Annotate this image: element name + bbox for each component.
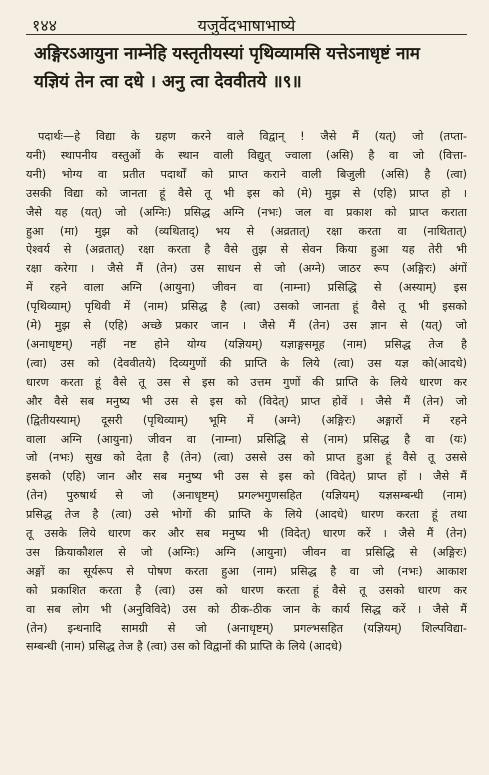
commentary-line: को प्रकाशित करता है (त्वा) उस को धारण करता हूं वैसे तू उसको धारण कर: [26, 583, 467, 597]
commentary-line: उस क्रियाकौशल से जो (अग्निः) अग्नि (आयुना) जीवन वा प्रसिद्धि से (अङ्गिरः): [26, 545, 467, 559]
commentary-line: तू उसके लिये धारण कर और सब मनुष्य भी (विदेत्) धारण करें । जैसे मैं (तेन): [26, 527, 467, 541]
mantra-line-1: अङ्गिरऽआयुना नाम्नेहि यस्तृतीयस्यां पृथिव्यामसि यत्तेऽनाधृष्टं नाम: [34, 44, 420, 64]
commentary-line: वाला अग्नि (आयुना) जीवन वा (नाम्ना) प्रसिद्धि से (नाम) प्रसिद्ध है वा (यः): [26, 432, 467, 446]
page-header: [26, 10, 467, 36]
commentary-line: धारण करता हूं वैसे तू उस से इस को उत्तम गुणों की प्राप्ति के लिये धारण कर: [26, 375, 467, 389]
mantra-line-2: यज्ञियं तेन त्वा दधे । अनु त्वा देववीतये ॥९॥: [34, 72, 302, 92]
commentary-line: जो (नभः) सुख को देता है (तेन) (त्वा) उससे उस को प्राप्त हुआ हूं वैसे तू उससे: [26, 451, 467, 465]
commentary-line: पदार्थः—हे विद्या के ग्रहण करने वाले विद्वान् ! जैसे मैं (यत्) जो (तप्ता-: [38, 130, 467, 143]
commentary-line: यनी) भोग्य वा प्रतीत पदार्थों को प्राप्त कराने वाली बिजुली (असि) है (त्वा): [26, 167, 467, 181]
commentary-line: अङ्गों का सूर्यरूप से पोषण करता हुआ (नाम) प्रसिद्ध है वा जो (नभः) आकाश: [26, 564, 467, 578]
commentary-line: उसकी विद्या को जानता हूं वैसे तू भी इस को (मे) मुझ से (एहि) प्राप्त हो ।: [26, 186, 467, 200]
commentary-text: [26, 128, 467, 657]
commentary-line: सम्बन्धी (नाम) प्रसिद्ध तेज है (त्वा) उस को विद्वानों की प्राप्ति के लिये (आदधे): [26, 640, 343, 654]
commentary-line: हुआ (मा) मुझ को (व्यथिताद्) भय से (अव्रतात्) रक्षा करता वा (नाथितात्): [26, 224, 467, 238]
running-title: यजुर्वेदभाषाभाष्ये: [197, 16, 296, 35]
commentary-line: प्रसिद्ध तेज है (त्वा) उसे भोगों की प्राप्ति के लिये (आदधे) धारण करता हूं तथा: [26, 508, 467, 522]
commentary-line: (पृथिव्याम्) पृथिवी में (नाम) प्रसिद्ध है (त्वा) उसको जानता हूं वैसे तू भी इसको: [26, 300, 467, 314]
commentary-line: (मे) मुझ से (एहि) अच्छे प्रकार जान । जैसे मैं (तेन) उस ज्ञान से (यत्) जो: [26, 319, 467, 333]
commentary-line: (त्वा) उस को (देववीतये) दिव्यगुणों की प्राप्ति के लिये (त्वा) उस यज्ञ को(आदधे): [26, 356, 467, 370]
commentary-line: ऐश्वर्य से (अव्रतात्) रक्षा करता है वैसे तुझ से सेवन किया हुआ यह तेरी भी: [26, 243, 467, 257]
page-number: १४४: [32, 16, 57, 35]
commentary-line: और वैसे सब मनुष्य भी उस से इस को (विदेत्) प्राप्त होवें । जैसे मैं (तेन) जो: [26, 394, 467, 408]
commentary-line: (द्वितीयस्याम्) दूसरी (पृथिव्याम्) भूमि में (अग्ने) (अङ्गिरः) अङ्गारों में रहने: [26, 413, 467, 427]
commentary-line: (अनाधृष्टम्) नहीं नष्ट होने योग्य (यज्ञियम्) यज्ञाङ्गसमूह (नाम) प्रसिद्ध तेज है: [26, 337, 467, 351]
mantra-verse: [34, 40, 469, 96]
header-rule: [26, 34, 467, 35]
commentary-line: (तेन) इन्धनादि सामग्री से जो (अनाधृष्टम्) प्रगल्भसहित (यज्ञियम्) शिल्पविद्या-: [26, 621, 467, 635]
commentary-line: वा सब लोग भी (अनुविविदे) उस को ठीक-ठीक जान के कार्य सिद्ध करें । जैसे मैं: [26, 602, 467, 616]
commentary-line: में रहने वाला अग्नि (आयुना) जीवन वा (नाम्ना) प्रसिद्धि से (अस्याम्) इस: [26, 281, 467, 295]
commentary-line: इसको (एहि) जान और सब मनुष्य भी उस से इस को (विदेत्) प्राप्त हों । जैसे मैं: [26, 470, 467, 484]
commentary-line: (तेन) पुरुषार्थ से जो (अनाधृष्टम्) प्रगल्भगुणसहित (यज्ञियम्) यज्ञसम्बन्धी (नाम): [26, 489, 467, 503]
commentary-line: यनी) स्थापनीय वस्तुओं के स्थान वाली विद्युत् ज्वाला (असि) है वा जो (वित्ता-: [26, 148, 467, 162]
commentary-line: जैसे यह (यत्) जो (अग्निः) प्रसिद्ध अग्नि (नभः) जल वा प्रकाश को प्राप्त कराता: [26, 205, 467, 219]
commentary-line: रक्षा करेगा । जैसे मैं (तेन) उस साधन से जो (अग्ने) जाठर रूप (अङ्गिरः) अंगों: [26, 262, 467, 276]
